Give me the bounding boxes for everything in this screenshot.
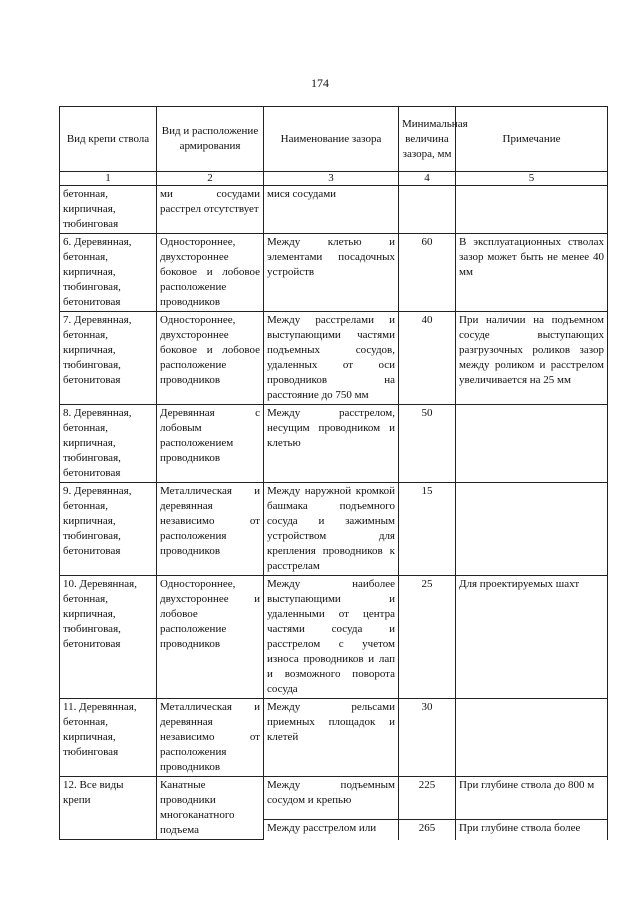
- cell-support-type: 6. Деревянная, бетонная, кирпичная, тюбинговая, бетонитовая: [60, 234, 157, 312]
- cell-min-gap: 265: [399, 820, 456, 840]
- cell-gap-name: Между расстрелами и выступающими частями подъемных сосудов, удаленных от оси проводников на расстояние до 750 мм: [264, 312, 399, 405]
- table-row: [60, 777, 608, 820]
- cell-support-type: бетонная, кирпичная, тюбинговая: [60, 186, 157, 234]
- page-number: 174: [311, 76, 329, 90]
- column-number: 4: [399, 172, 456, 186]
- header-support-type: Вид крепи ствола: [60, 107, 157, 172]
- cell-note: В эксплуатационных стволах зазор может быть не менее 40 мм: [456, 234, 608, 312]
- cell-min-gap: 40: [399, 312, 456, 405]
- cell-note: [456, 699, 608, 777]
- cell-reinforcement: Одностороннее, двухстороннее и лобовое расположение проводников: [157, 576, 264, 699]
- cell-note: [456, 405, 608, 483]
- cell-min-gap: 225: [399, 777, 456, 820]
- table-row: [60, 576, 608, 699]
- header-gap-name: Наименование зазора: [264, 107, 399, 172]
- cell-note: При наличии на подъемном сосуде выступающих разгрузочных роликов зазор между роликом и расстрелом увеличивается на 25 мм: [456, 312, 608, 405]
- cell-min-gap: 15: [399, 483, 456, 576]
- cell-gap-name: Между рельсами приемных площадок и клетей: [264, 699, 399, 777]
- cell-note: Для проектируемых шахт: [456, 576, 608, 699]
- cell-note: При глубине ствола более: [456, 820, 608, 840]
- table-row: [60, 186, 608, 234]
- column-number: 2: [157, 172, 264, 186]
- table-row: [60, 312, 608, 405]
- cell-note: [456, 186, 608, 234]
- cell-min-gap: 25: [399, 576, 456, 699]
- cell-gap-name: Между наружной кромкой башмака подъемного сосуда и зажимным устройством для крепления проводников к расстрелам: [264, 483, 399, 576]
- table-header-row: [60, 107, 608, 172]
- header-note: Примечание: [456, 107, 608, 172]
- cell-reinforcement: Одностороннее, двухстороннее боковое и лобовое расположение проводников: [157, 234, 264, 312]
- table-row: [60, 483, 608, 576]
- header-reinforcement: Вид и расположение армирования: [157, 107, 264, 172]
- cell-reinforcement: Канатные проводники многоканатного подъема: [157, 777, 264, 840]
- cell-min-gap: [399, 186, 456, 234]
- header-min-gap: Минимальная величина зазора, мм: [399, 107, 456, 172]
- clearance-table: [59, 106, 608, 840]
- cell-support-type: 7. Деревянная, бетонная, кирпичная, тюбинговая, бетонитовая: [60, 312, 157, 405]
- column-number: 3: [264, 172, 399, 186]
- cell-gap-name: Между расстрелом, несущим проводником и клетью: [264, 405, 399, 483]
- cell-gap-name: Между наиболее выступающими и удаленными от центра частями сосуда и расстрелом с учетом износа проводников и лап и возможного поворота сосуда: [264, 576, 399, 699]
- cell-min-gap: 60: [399, 234, 456, 312]
- cell-gap-name: мися сосудами: [264, 186, 399, 234]
- table-row: [60, 699, 608, 777]
- cell-gap-name: Между расстрелом или: [264, 820, 399, 840]
- column-number-row: [60, 172, 608, 186]
- cell-gap-name: Между клетью и элементами посадочных устройств: [264, 234, 399, 312]
- cell-note: [456, 483, 608, 576]
- cell-support-type: 9. Деревянная, бетонная, кирпичная, тюбинговая, бетонитовая: [60, 483, 157, 576]
- column-number: 1: [60, 172, 157, 186]
- cell-reinforcement: Металлическая и деревянная независимо от расположения проводников: [157, 483, 264, 576]
- table-row: [60, 234, 608, 312]
- cell-support-type: 10. Деревянная, бетонная, кирпичная, тюбинговая, бетонитовая: [60, 576, 157, 699]
- cell-reinforcement: Металлическая и деревянная независимо от расположения проводников: [157, 699, 264, 777]
- cell-support-type: 11. Деревянная, бетонная, кирпичная, тюбинговая: [60, 699, 157, 777]
- table-row: [60, 405, 608, 483]
- cell-note: При глубине ствола до 800 м: [456, 777, 608, 820]
- cell-gap-name: Между подъемным сосудом и крепью: [264, 777, 399, 820]
- cell-reinforcement: Деревянная с лобовым расположением проводников: [157, 405, 264, 483]
- cell-min-gap: 30: [399, 699, 456, 777]
- cell-support-type: 12. Все виды крепи: [60, 777, 157, 840]
- cell-min-gap: 50: [399, 405, 456, 483]
- cell-support-type: 8. Деревянная, бетонная, кирпичная, тюбинговая, бетонитовая: [60, 405, 157, 483]
- column-number: 5: [456, 172, 608, 186]
- cell-reinforcement: ми сосудами расстрел отсутствует: [157, 186, 264, 234]
- cell-reinforcement: Одностороннее, двухстороннее боковое и лобовое расположение проводников: [157, 312, 264, 405]
